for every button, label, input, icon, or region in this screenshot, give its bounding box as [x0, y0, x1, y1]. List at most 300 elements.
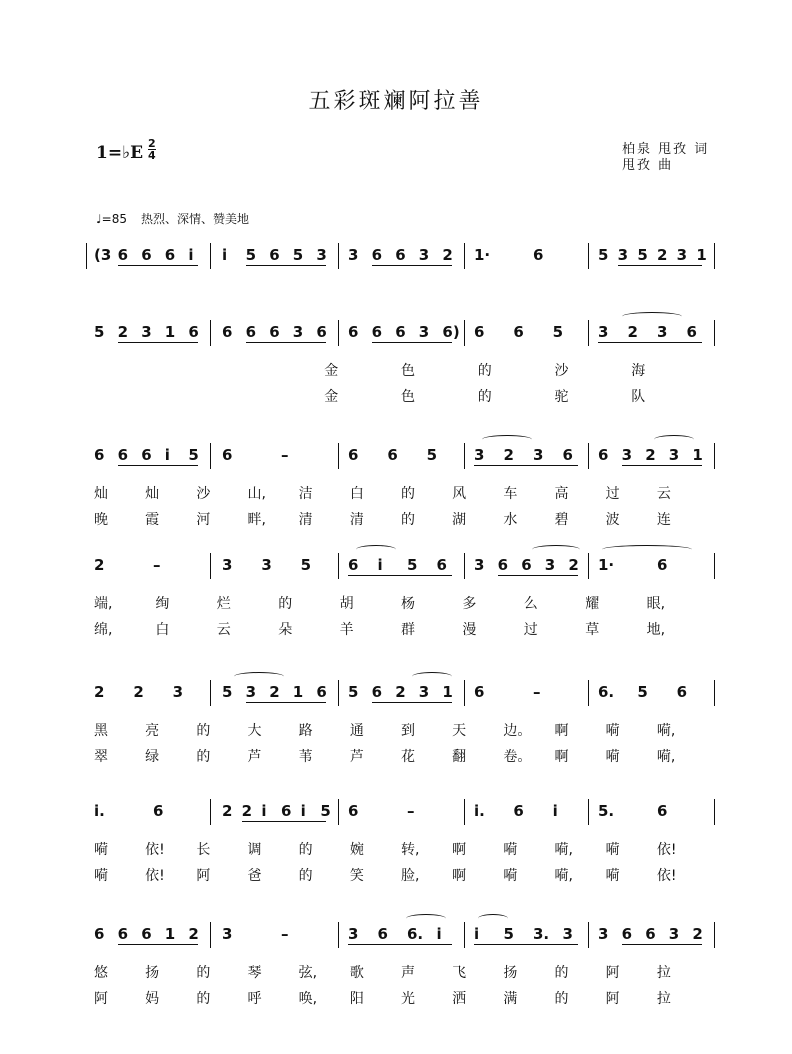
barline	[464, 553, 465, 579]
note: 5	[300, 556, 312, 574]
tempo-mark: ♩=85	[96, 212, 127, 226]
note: 5	[188, 446, 199, 464]
lyric-syllable: 晚	[94, 512, 108, 528]
slur	[478, 914, 508, 923]
note: 6	[141, 925, 152, 943]
note: 2	[269, 683, 280, 701]
note: 2	[503, 446, 514, 464]
note: 6	[316, 323, 327, 341]
note: 6	[395, 323, 406, 341]
note: 2	[692, 925, 703, 943]
note: 6	[222, 323, 233, 341]
lyric-syllable: 啊	[452, 842, 467, 858]
lyric-syllable: 嗬	[605, 749, 620, 765]
note: –	[281, 446, 289, 464]
note: –	[407, 802, 415, 820]
key-signature: 1=♭E	[96, 143, 144, 163]
lyric-syllable: 黑	[94, 723, 108, 739]
note: 2	[117, 323, 129, 341]
lyric-syllable: 芦	[349, 749, 364, 765]
lyric-syllable: 湖	[452, 512, 467, 528]
note: 6	[533, 246, 544, 264]
note: 6.	[407, 925, 424, 943]
lyric-syllable: 唤,	[298, 991, 318, 1007]
lyric-syllable: 的	[477, 389, 492, 405]
note: 6	[348, 446, 359, 464]
note: 6	[94, 446, 105, 464]
lyric-syllable: 的	[298, 868, 313, 884]
note: 6	[657, 556, 668, 574]
lyric-syllable: 扬	[145, 965, 160, 981]
beam-underline	[118, 342, 198, 343]
note: 6	[117, 246, 129, 264]
note: 6	[371, 246, 383, 264]
lyric-syllable: 的	[554, 965, 569, 981]
slur	[482, 435, 532, 444]
note: 5	[407, 556, 418, 574]
beam-underline	[246, 702, 326, 703]
lyric-syllable: 羊	[339, 622, 354, 638]
note: 2	[442, 246, 453, 264]
lyric-syllable: 沙	[554, 363, 569, 379]
barline	[588, 443, 589, 469]
barline	[338, 443, 339, 469]
barline	[714, 243, 715, 269]
note: 3	[621, 446, 633, 464]
expression-mark: 热烈、深情、赞美地	[140, 212, 249, 226]
note: i	[261, 802, 267, 820]
barline	[588, 799, 589, 825]
lyric-syllable: 大	[247, 723, 262, 739]
note: 3	[668, 925, 680, 943]
lyric-syllable: 嗬	[94, 868, 108, 884]
lyric-syllable: 妈	[145, 991, 160, 1007]
lyric-syllable: 的	[401, 512, 415, 528]
lyric-syllable: 洁	[298, 486, 313, 502]
lyric-syllable: 过	[523, 622, 538, 638]
beam-underline	[246, 342, 326, 343]
beam-underline	[622, 944, 702, 945]
slur	[356, 545, 396, 554]
lyric-syllable: 朵	[278, 622, 293, 638]
note: i	[188, 246, 194, 264]
lyric-syllable: 爸	[247, 868, 262, 884]
note: 2	[241, 802, 253, 820]
lyric-syllable: 依!	[145, 868, 165, 884]
lyric-syllable: 嗬,	[656, 723, 676, 739]
note: 2	[568, 556, 579, 574]
barline	[338, 320, 339, 346]
barline	[588, 243, 589, 269]
note: 3	[598, 925, 609, 943]
barline	[588, 922, 589, 948]
note: 6	[474, 323, 485, 341]
barline	[210, 243, 211, 269]
note: 6	[348, 323, 359, 341]
note: 3	[418, 246, 430, 264]
note: 3	[172, 683, 184, 701]
lyric-syllable: 耀	[585, 596, 600, 612]
beam-underline	[348, 944, 452, 945]
note: 1	[442, 683, 453, 701]
note: 2	[657, 246, 668, 264]
note: 6	[188, 323, 199, 341]
lyric-syllable: 依!	[656, 868, 677, 884]
lyric-syllable: 烂	[216, 596, 231, 612]
lyric-syllable: 啊	[554, 723, 569, 739]
lyric-syllable: 水	[503, 512, 518, 528]
note: 3	[617, 246, 629, 264]
lyric-syllable: 嗬	[605, 842, 620, 858]
note: 3	[533, 446, 544, 464]
note: 2	[94, 556, 105, 574]
lyric-syllable: 多	[462, 596, 477, 612]
note: 6	[513, 323, 524, 341]
lyric-syllable: 阿	[605, 991, 620, 1007]
beam-underline	[372, 702, 452, 703]
lyric-syllable: 嗬	[605, 868, 620, 884]
note: 3	[222, 925, 233, 943]
barline	[588, 320, 589, 346]
slur	[602, 545, 692, 554]
lyric-syllable: 依!	[656, 842, 677, 858]
lyric-syllable: 白	[155, 622, 170, 638]
score-system	[88, 553, 714, 673]
lyric-syllable: 绵,	[94, 622, 113, 638]
note: 6	[164, 246, 176, 264]
lyric-syllable: 扬	[503, 965, 518, 981]
note: 5	[426, 446, 438, 464]
note: 5.	[598, 802, 615, 820]
beam-underline	[372, 342, 452, 343]
barline	[714, 320, 715, 346]
note: 2	[627, 323, 638, 341]
lyric-syllable: 的	[196, 965, 211, 981]
lyric-syllable: 阿	[196, 868, 211, 884]
lyric-syllable: 拉	[656, 991, 671, 1007]
lyric-syllable: 云	[216, 622, 231, 638]
note: 6	[269, 323, 280, 341]
lyric-syllable: 沙	[196, 486, 211, 502]
note: 6	[117, 446, 129, 464]
lyric-syllable: 绿	[145, 749, 160, 765]
note: i	[164, 446, 170, 464]
score-system	[88, 680, 714, 800]
lyric-syllable: 的	[554, 991, 569, 1007]
note: 1·	[474, 246, 491, 264]
note: 3	[544, 556, 556, 574]
note: 1	[292, 683, 304, 701]
note: 5	[552, 323, 564, 341]
time-signature-numerator: 2	[148, 137, 156, 150]
lyric-syllable: 车	[503, 486, 518, 502]
lyric-syllable: 飞	[452, 965, 467, 981]
barline	[210, 799, 211, 825]
lyric-syllable: 琴	[247, 965, 262, 981]
note: 5	[637, 246, 648, 264]
lyric-syllable: 霞	[145, 512, 160, 528]
note: i	[377, 556, 383, 574]
barline	[338, 553, 339, 579]
note: i	[474, 925, 480, 943]
note: 6	[686, 323, 697, 341]
barline	[464, 799, 465, 825]
barline	[338, 243, 339, 269]
note: 2	[94, 683, 105, 701]
lyric-syllable: 阿	[605, 965, 620, 981]
note: 6	[245, 323, 257, 341]
lyric-syllable: 嗬,	[656, 749, 676, 765]
note: 6	[562, 446, 573, 464]
lyric-syllable: 么	[523, 596, 538, 612]
lyric-syllable: 杨	[401, 596, 415, 612]
lyric-syllable: 阿	[94, 991, 108, 1007]
note: 1·	[598, 556, 615, 574]
lyric-syllable: 风	[452, 486, 467, 502]
lyric-syllable: 啊	[452, 868, 467, 884]
note: i	[300, 802, 306, 820]
note: 3	[348, 925, 359, 943]
note: i.	[94, 802, 105, 820]
lyric-syllable: 队	[631, 389, 646, 405]
note: 6	[436, 556, 447, 574]
beam-underline	[598, 342, 702, 343]
lyric-syllable: 畔,	[247, 512, 266, 528]
note: 6	[371, 323, 383, 341]
lyric-syllable: 天	[452, 723, 467, 739]
note: 6	[281, 802, 292, 820]
note: 6	[316, 683, 327, 701]
score-system	[88, 320, 714, 440]
lyric-syllable: 驼	[554, 389, 569, 405]
lyric-syllable: 光	[401, 991, 415, 1007]
note: 5	[503, 925, 514, 943]
lyric-syllable: 洒	[452, 991, 467, 1007]
note: 6	[141, 246, 152, 264]
note: 2	[188, 925, 199, 943]
lyric-syllable: 拉	[656, 965, 671, 981]
note: 3	[316, 246, 327, 264]
lyric-syllable: 嗬,	[554, 842, 573, 858]
barline	[714, 922, 715, 948]
barline	[338, 680, 339, 706]
note: 5	[637, 683, 648, 701]
lyric-syllable: 色	[401, 389, 415, 405]
lyric-syllable: 翠	[94, 749, 108, 765]
note: i.	[474, 802, 485, 820]
barline	[714, 443, 715, 469]
barline	[588, 553, 589, 579]
barline	[338, 922, 339, 948]
note: 6	[598, 446, 609, 464]
note: 1	[164, 925, 176, 943]
barline	[464, 243, 465, 269]
note: 3	[245, 683, 257, 701]
note: 6	[676, 683, 688, 701]
beam-underline	[618, 265, 702, 266]
score-system	[88, 799, 714, 919]
barline	[464, 320, 465, 346]
beam-underline	[242, 821, 326, 822]
lyric-syllable: 阳	[349, 991, 364, 1007]
note: 3	[562, 925, 573, 943]
slur	[412, 672, 452, 681]
lyric-syllable: 过	[605, 486, 620, 502]
note: 3	[418, 323, 430, 341]
lyric-syllable: 脸,	[401, 868, 420, 884]
lyric-syllable: 群	[401, 622, 415, 638]
barline	[714, 799, 715, 825]
barline	[210, 320, 211, 346]
note: i	[552, 802, 558, 820]
lyric-syllable: 婉	[349, 842, 364, 858]
lyric-syllable: 呼	[247, 991, 262, 1007]
barline	[210, 922, 211, 948]
note: –	[281, 925, 289, 943]
beam-underline	[118, 944, 198, 945]
lyric-syllable: 通	[349, 723, 364, 739]
lyric-syllable: 的	[401, 486, 415, 502]
lyric-syllable: 河	[196, 512, 211, 528]
lyric-syllable: 的	[196, 749, 211, 765]
time-signature-denominator: 4	[148, 149, 156, 162]
note: –	[533, 683, 541, 701]
note: 5	[320, 802, 331, 820]
lyric-syllable: 的	[196, 991, 211, 1007]
lyric-syllable: 声	[401, 965, 415, 981]
note: 3	[668, 446, 680, 464]
lyric-syllable: 眼,	[646, 596, 666, 612]
barline	[210, 443, 211, 469]
barline	[338, 799, 339, 825]
note: 3	[141, 323, 152, 341]
barline	[714, 680, 715, 706]
note: 6	[377, 925, 388, 943]
lyric-syllable: 翻	[452, 749, 467, 765]
lyric-syllable: 笑	[349, 868, 364, 884]
note: 3	[222, 556, 233, 574]
note: 5	[348, 683, 359, 701]
note: 1	[696, 246, 707, 264]
note: 5	[94, 323, 105, 341]
beam-underline	[622, 465, 702, 466]
barline	[464, 680, 465, 706]
note: 3	[418, 683, 430, 701]
beam-underline	[498, 575, 578, 576]
lyric-syllable: 金	[324, 363, 339, 379]
note: 3	[676, 246, 688, 264]
lyric-syllable: 云	[656, 486, 671, 502]
lyric-syllable: 波	[605, 512, 620, 528]
lyric-syllable: 灿	[94, 486, 108, 502]
lyric-syllable: 长	[196, 842, 211, 858]
barline	[210, 553, 211, 579]
tempo-marking	[96, 210, 249, 227]
barline	[210, 680, 211, 706]
lyric-syllable: 清	[298, 512, 313, 528]
lyric-syllable: 嗬	[503, 842, 518, 858]
lyric-syllable: 地,	[646, 622, 666, 638]
lyric-syllable: 的	[298, 842, 313, 858]
lyric-syllable: 悠	[94, 965, 108, 981]
note: 6	[657, 802, 668, 820]
lyric-syllable: 苇	[298, 749, 313, 765]
lyric-syllable: 调	[247, 842, 262, 858]
note: 6	[348, 802, 359, 820]
note: 5	[292, 246, 304, 264]
note: –	[153, 556, 161, 574]
lyric-syllable: 的	[278, 596, 293, 612]
lyric-syllable: 转,	[401, 842, 420, 858]
beam-underline	[372, 265, 452, 266]
note: 5	[598, 246, 609, 264]
note: (3	[94, 246, 112, 264]
note: 6	[141, 446, 152, 464]
lyric-syllable: 依!	[145, 842, 165, 858]
slur	[234, 672, 284, 681]
lyric-syllable: 白	[349, 486, 364, 502]
song-title: 五彩斑斓阿拉善	[308, 89, 484, 114]
lyric-syllable: 山,	[247, 486, 266, 502]
lyric-syllable: 绚	[155, 596, 170, 612]
lyric-syllable: 海	[631, 363, 646, 379]
lyric-syllable: 清	[349, 512, 364, 528]
note: 6	[153, 802, 164, 820]
barline	[464, 443, 465, 469]
note: 6	[645, 925, 656, 943]
note: 6	[521, 556, 532, 574]
lyric-syllable: 嗬,	[554, 868, 573, 884]
note: 6	[222, 446, 233, 464]
note: 6)	[442, 323, 460, 341]
lyric-syllable: 路	[298, 723, 313, 739]
lyric-syllable: 漫	[462, 622, 477, 638]
note: 3	[598, 323, 609, 341]
time-signature	[148, 138, 156, 161]
beam-underline	[118, 465, 198, 466]
lyric-syllable: 嗬	[503, 868, 518, 884]
lyric-syllable: 到	[401, 723, 415, 739]
lyric-syllable: 草	[585, 622, 600, 638]
lyric-syllable: 嗬	[605, 723, 620, 739]
lyric-syllable: 的	[196, 723, 211, 739]
barline	[86, 243, 87, 269]
beam-underline	[474, 465, 578, 466]
lyric-syllable: 边。	[503, 723, 532, 739]
lyric-syllable: 花	[401, 749, 415, 765]
note: 3	[348, 246, 359, 264]
slur	[532, 545, 580, 554]
note: 3	[261, 556, 272, 574]
barline	[588, 680, 589, 706]
note: 6	[497, 556, 509, 574]
note: 1	[692, 446, 703, 464]
note: 6.	[598, 683, 615, 701]
note: 3	[292, 323, 304, 341]
lyric-syllable: 弦,	[298, 965, 318, 981]
note: 3	[474, 556, 485, 574]
note: 2	[395, 683, 406, 701]
note: 3	[657, 323, 668, 341]
note: 6	[474, 683, 485, 701]
score-system	[88, 922, 714, 1042]
lyric-syllable: 啊	[554, 749, 569, 765]
slur	[406, 914, 446, 923]
note: 5	[245, 246, 257, 264]
beam-underline	[348, 575, 452, 576]
beam-underline	[474, 944, 578, 945]
lyric-syllable: 卷。	[503, 749, 532, 765]
